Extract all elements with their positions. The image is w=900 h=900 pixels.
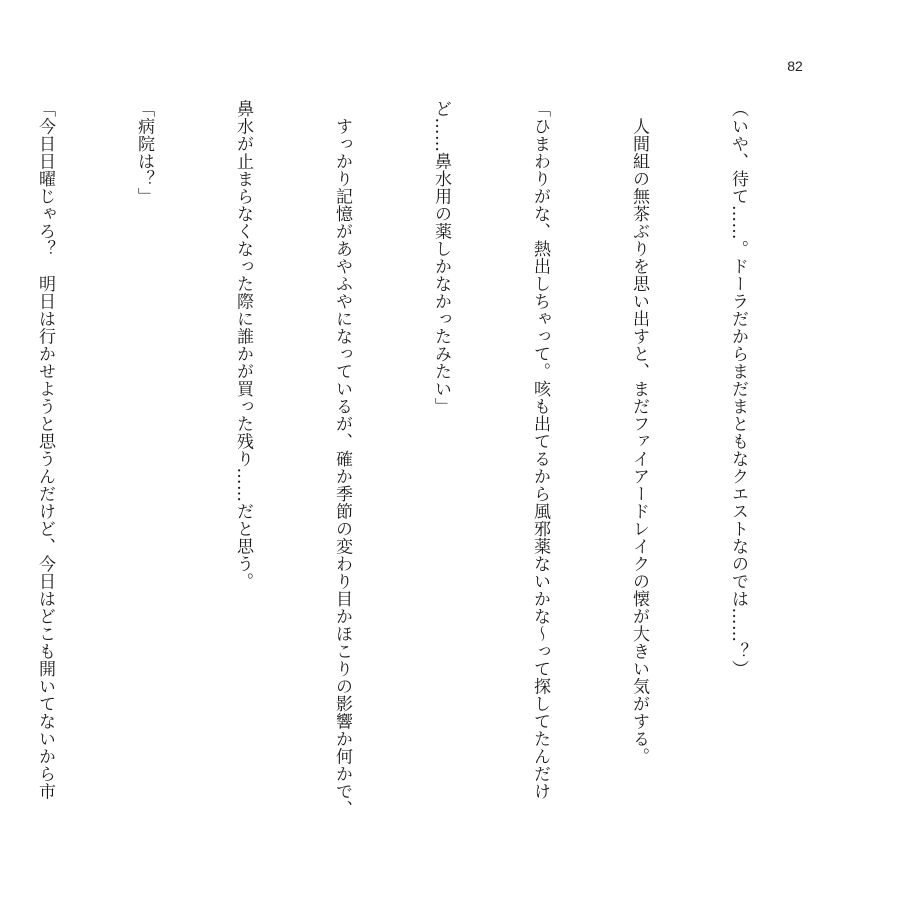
text-line: （いや、待て……。ドーラだからまだまともなクエストなのでは……？）: [728, 100, 748, 678]
text-line: 人間組の無茶ぶりを思い出すと、まだファイアードレイクの懐が大きい気がする。: [629, 100, 649, 765]
page-number: 82: [787, 58, 803, 74]
text-line: 「今日日曜じゃろ？ 明日は行かせようと思うんだけど、今日はどこも開いてないから市: [35, 100, 55, 800]
vertical-text-body: [35, 100, 820, 860]
text-line: すっかり記憶があやふやになっているが、確か季節の変わり目かほこりの影響か何かで、: [332, 100, 352, 818]
text-line: 「ひまわりがな、熱出しちゃって。咳も出てるから風邪薬ないかな～って探してたんだけ: [530, 100, 550, 800]
text-line: ど……鼻水用の薬しかなかったみたい」: [431, 100, 451, 415]
text-line: 鼻水が止まらなくなった際に誰かが買った残り……だと思う。: [233, 100, 253, 590]
text-line: 「病院は？」: [134, 100, 154, 205]
